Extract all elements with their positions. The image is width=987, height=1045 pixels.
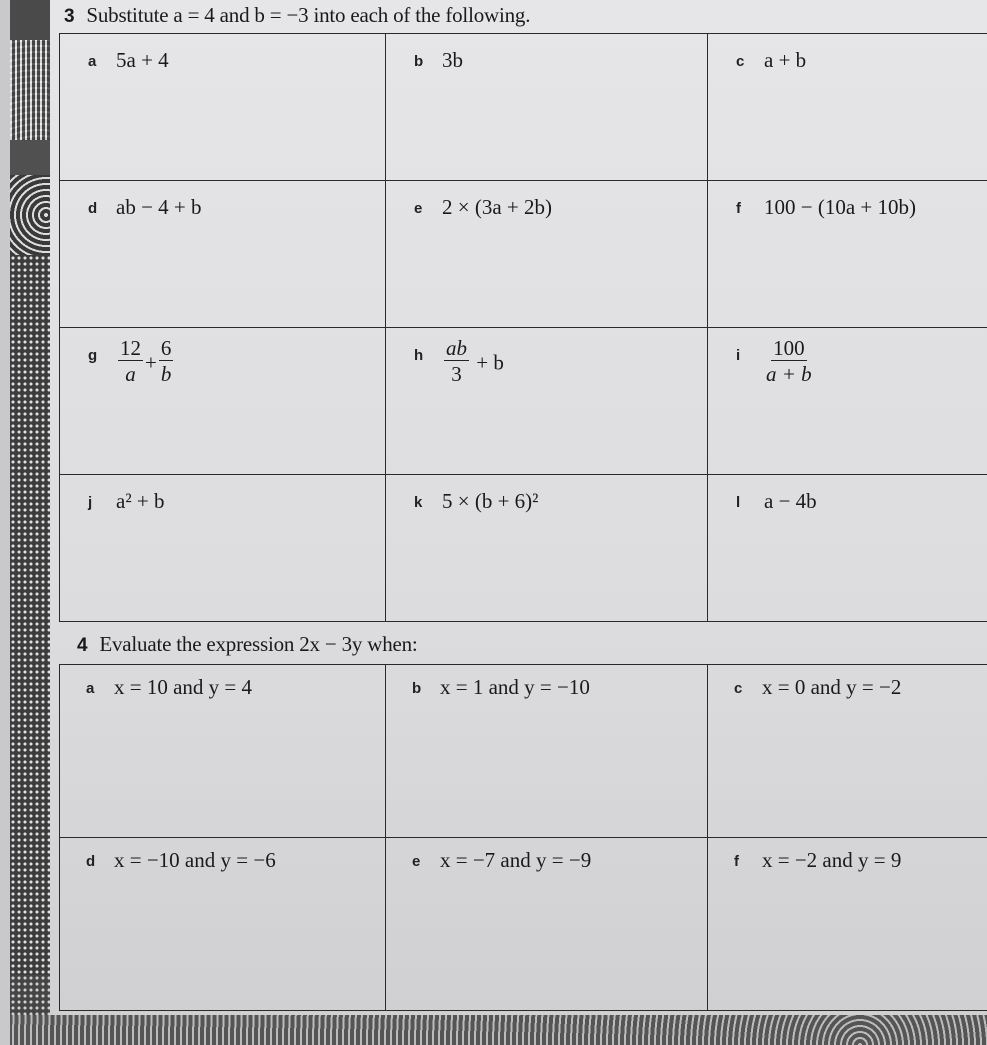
fraction — [159, 336, 174, 387]
item-letter: a — [88, 53, 97, 70]
table-row — [60, 838, 987, 1011]
item-letter: k — [414, 494, 423, 511]
answer-cell-3l[interactable] — [708, 475, 987, 622]
expression-rest: + b — [476, 350, 504, 375]
answer-cell-3b[interactable] — [386, 34, 708, 181]
table-row — [60, 181, 987, 328]
question-number: 3 — [64, 6, 75, 27]
operator: + — [145, 350, 157, 375]
border-pattern-top — [10, 0, 50, 40]
answer-cell-3f[interactable] — [708, 181, 987, 328]
item-letter: d — [88, 200, 98, 217]
item-expression-fraction — [442, 336, 504, 387]
item-expression: x = 10 and y = 4 — [114, 675, 253, 699]
question-3-heading — [64, 3, 530, 28]
answer-cell-3g[interactable] — [60, 328, 386, 475]
fraction — [444, 336, 469, 387]
denominator — [125, 361, 136, 387]
item-expression-fraction — [764, 336, 814, 387]
table-row — [60, 665, 987, 838]
item-letter: i — [736, 347, 741, 364]
fraction — [118, 336, 143, 387]
item-expression: a + b — [764, 48, 807, 72]
numerator — [444, 336, 469, 361]
item-expression: x = −10 and y = −6 — [114, 848, 276, 872]
decorative-bottom-border — [10, 1015, 987, 1045]
item-expression: x = −2 and y = 9 — [762, 848, 902, 872]
item-expression: ab − 4 + b — [116, 195, 202, 219]
item-letter: d — [86, 853, 96, 870]
numerator-var: ab — [446, 336, 467, 360]
item-expression: x = 0 and y = −2 — [762, 675, 902, 699]
answer-cell-3a[interactable] — [60, 34, 386, 181]
item-letter: e — [414, 200, 423, 217]
item-expression: 100 − (10a + 10b) — [764, 195, 916, 219]
table-row — [60, 34, 987, 181]
item-letter: c — [736, 53, 745, 70]
denominator: 3 — [451, 362, 462, 386]
answer-cell-3k[interactable] — [386, 475, 708, 622]
answer-cell-3c[interactable] — [708, 34, 987, 181]
answer-cell-3e[interactable] — [386, 181, 708, 328]
item-letter: b — [412, 680, 422, 697]
numerator: 12 — [120, 336, 141, 360]
border-pattern-concentric-circles — [10, 175, 50, 255]
answer-cell-4b[interactable] — [386, 665, 708, 838]
item-expression: 2 × (3a + 2b) — [442, 195, 552, 219]
table-row — [60, 328, 987, 475]
answer-cell-3j[interactable] — [60, 475, 386, 622]
item-letter: b — [414, 53, 424, 70]
answer-cell-4f[interactable] — [708, 838, 987, 1011]
answer-cell-4c[interactable] — [708, 665, 987, 838]
question-prompt: Evaluate the expression 2x − 3y when: — [99, 632, 418, 656]
border-pattern-dark — [10, 140, 50, 175]
decorative-left-border — [10, 0, 50, 1045]
item-letter: j — [88, 494, 93, 511]
item-expression: 5a + 4 — [116, 48, 169, 72]
item-expression: x = 1 and y = −10 — [440, 675, 590, 699]
item-letter: e — [412, 853, 421, 870]
fraction — [766, 336, 812, 387]
answer-cell-3i[interactable] — [708, 328, 987, 475]
answer-cell-3d[interactable] — [60, 181, 386, 328]
item-expression: x = −7 and y = −9 — [440, 848, 592, 872]
border-pattern-dots — [10, 255, 50, 975]
denominator-var: a — [125, 362, 136, 386]
item-letter: f — [734, 853, 739, 870]
item-expression: 3b — [442, 48, 463, 72]
answer-cell-4d[interactable] — [60, 838, 386, 1011]
denominator — [161, 361, 172, 387]
item-expression-fraction — [116, 336, 175, 387]
table-row — [60, 475, 987, 622]
denominator-expr: a + b — [766, 362, 812, 386]
question-number: 4 — [77, 635, 88, 656]
answer-cell-4e[interactable] — [386, 838, 708, 1011]
denominator — [766, 361, 812, 387]
paper-edge — [0, 0, 10, 1045]
numerator: 6 — [160, 336, 172, 360]
item-letter: c — [734, 680, 743, 697]
item-letter: f — [736, 200, 741, 217]
item-letter: l — [736, 494, 741, 511]
denominator-var: b — [160, 362, 172, 386]
item-letter: g — [88, 347, 98, 364]
question-3-table — [59, 33, 987, 622]
item-expression: 5 × (b + 6)² — [442, 489, 539, 513]
question-prompt: Substitute a = 4 and b = −3 into each of the following. — [86, 3, 531, 27]
item-expression: a − 4b — [764, 489, 817, 513]
answer-cell-4a[interactable] — [60, 665, 386, 838]
item-letter: h — [414, 347, 424, 364]
border-pattern-weave — [10, 40, 50, 140]
question-4-table — [59, 664, 987, 1011]
item-expression: a² + b — [116, 489, 165, 513]
item-letter: a — [86, 680, 95, 697]
numerator: 100 — [773, 336, 805, 360]
answer-cell-3h[interactable] — [386, 328, 708, 475]
question-4-heading — [77, 632, 418, 657]
